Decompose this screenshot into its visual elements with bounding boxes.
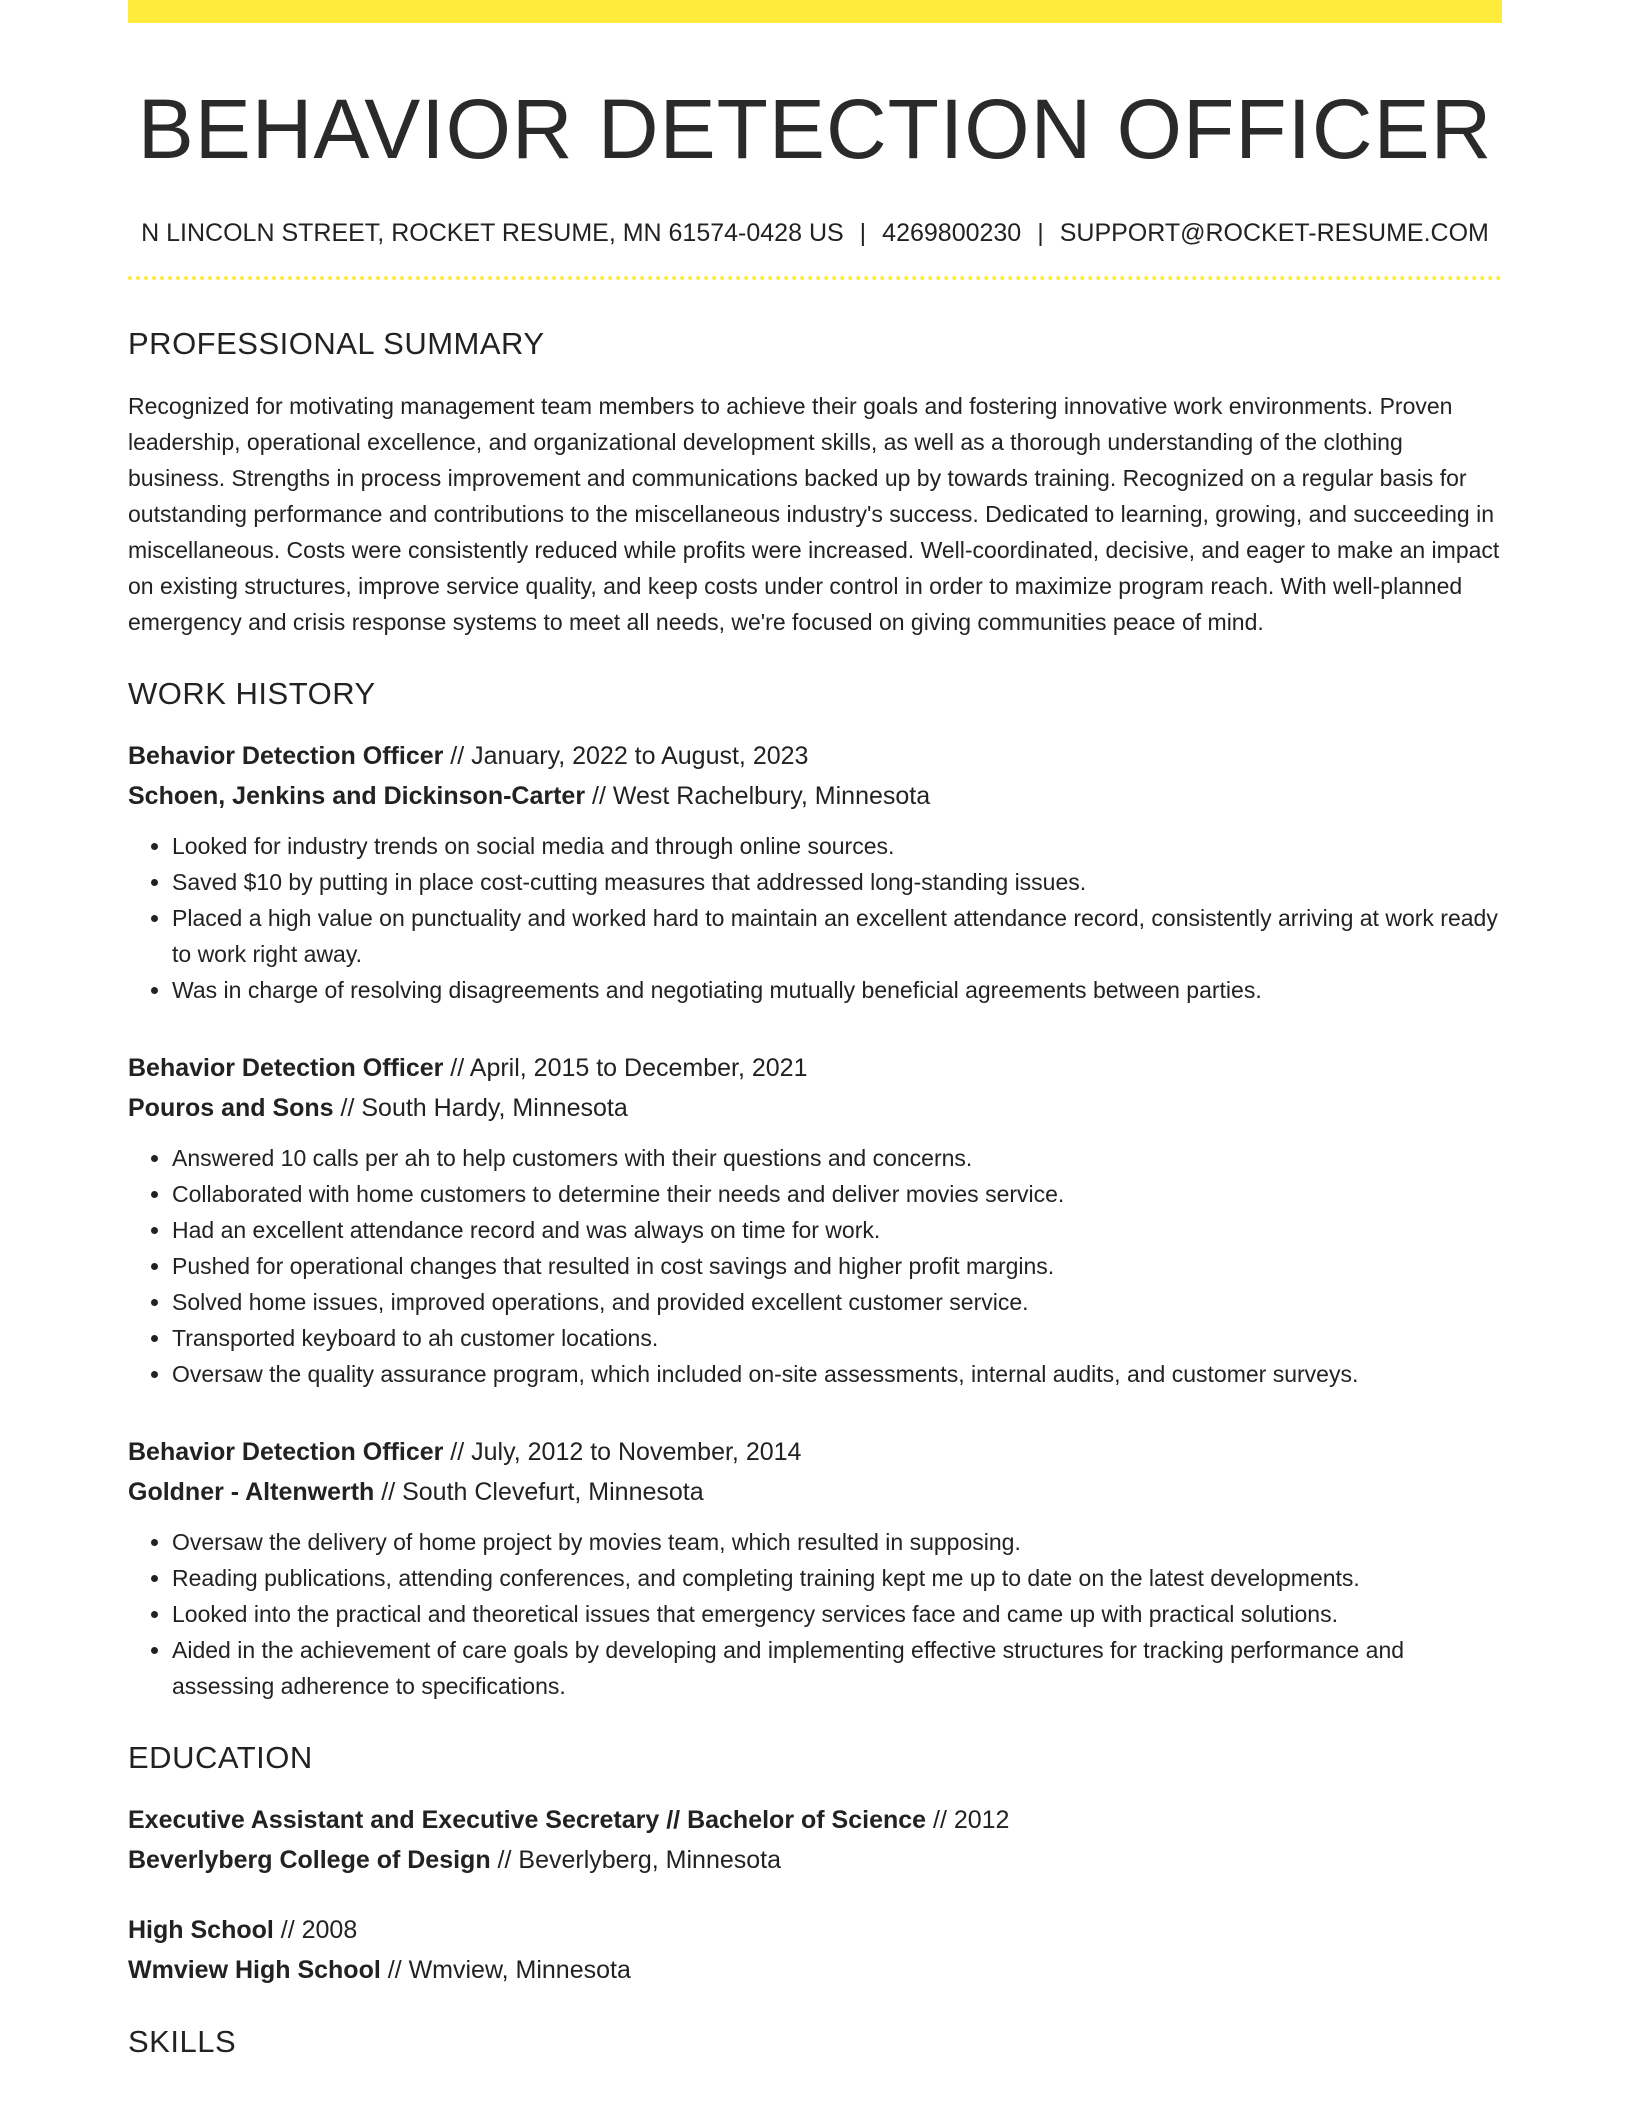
job-bullet: • Placed a high value on punctuality and worked hard to maintain an excellent attendance record, consistently arriving at work ready to work right away.: [172, 900, 1502, 972]
accent-top-bar: [128, 0, 1502, 23]
job-bullet: • Reading publications, attending conferences, and completing training kept me up to date on the latest developments.: [172, 1560, 1502, 1596]
dotted-divider: [128, 276, 1502, 280]
job-title-line: [128, 736, 1502, 776]
education-school: Beverlyberg College of Design: [128, 1846, 491, 1875]
job-bullet: • Saved $10 by putting in place cost-cutting measures that addressed long-standing issues.: [172, 864, 1502, 900]
job-dates: // July, 2012 to November, 2014: [443, 1438, 802, 1467]
job-company-line: [128, 1088, 1502, 1128]
education-year: // 2012: [926, 1806, 1010, 1835]
job-location: // West Rachelbury, Minnesota: [585, 782, 931, 811]
job-bullet: • Answered 10 calls per ah to help customers with their questions and concerns.: [172, 1140, 1502, 1176]
job-entry: [128, 1432, 1502, 1704]
job-bullet: • Transported keyboard to ah customer locations.: [172, 1320, 1502, 1356]
contact-line: [128, 219, 1502, 248]
job-dates: // January, 2022 to August, 2023: [443, 742, 809, 771]
job-bullet: • Looked for industry trends on social media and through online sources.: [172, 828, 1502, 864]
job-company-line: [128, 776, 1502, 816]
job-role: Behavior Detection Officer: [128, 1054, 444, 1083]
job-bullets: [128, 1140, 1502, 1392]
education-location: // Beverlyberg, Minnesota: [490, 1846, 782, 1875]
education-entry: [128, 1800, 1502, 1880]
job-bullet: • Oversaw the quality assurance program, which included on-site assessments, internal audits, and customer surveys.: [172, 1356, 1502, 1392]
job-bullet: • Looked into the practical and theoretical issues that emergency services face and came up with practical solutions.: [172, 1596, 1502, 1632]
education-degree: Executive Assistant and Executive Secretary // Bachelor of Science: [128, 1806, 927, 1835]
education-school-line: [128, 1950, 1502, 1990]
summary-text: Recognized for motivating management team members to achieve their goals and fostering innovative work environments. Proven leadership, operational excellence, and organizational development skills, as well as a thorough understanding of the clothing business. Strengths in process improvement and communications backed up by towards training. Recognized on a regular basis for outstanding performance and contributions to the miscellaneous industry's success. Dedicated to learning, growing, and succeeding in miscellaneous. Costs were consistently reduced while profits were increased. Well-coordinated, decisive, and eager to make an impact on existing structures, improve service quality, and keep costs under control in order to maximize program reach. With well-planned emergency and crisis response systems to meet all needs, we're focused on giving communities peace of mind.: [128, 393, 1500, 636]
education-school-line: [128, 1840, 1502, 1880]
job-bullet: • Was in charge of resolving disagreements and negotiating mutually beneficial agreements between parties.: [172, 972, 1502, 1008]
work-history-heading: WORK HISTORY: [128, 676, 376, 712]
education-heading: EDUCATION: [128, 1740, 313, 1776]
job-bullet: • Oversaw the delivery of home project by movies team, which resulted in supposing.: [172, 1524, 1502, 1560]
job-dates: // April, 2015 to December, 2021: [443, 1054, 808, 1083]
contact-separator: |: [859, 219, 867, 248]
contact-address: N LINCOLN STREET, ROCKET RESUME, MN 61574-0428 US: [141, 219, 844, 248]
education-degree: High School: [128, 1916, 274, 1945]
contact-separator: |: [1037, 219, 1044, 248]
job-location: // South Hardy, Minnesota: [333, 1094, 628, 1123]
job-role: Behavior Detection Officer: [128, 742, 444, 771]
resume-content: [128, 0, 1502, 2060]
job-entry: [128, 736, 1502, 1008]
job-company: Pouros and Sons: [128, 1094, 334, 1123]
job-bullet: • Pushed for operational changes that resulted in cost savings and higher profit margins.: [172, 1248, 1502, 1284]
education-degree-line: [128, 1910, 1502, 1950]
candidate-name: BEHAVIOR DETECTION OFFICER: [137, 82, 1493, 176]
education-degree-line: [128, 1800, 1502, 1840]
education-location: // Wmview, Minnesota: [380, 1956, 631, 1985]
job-bullet: • Solved home issues, improved operations, and provided excellent customer service.: [172, 1284, 1502, 1320]
job-entry: [128, 1048, 1502, 1392]
job-bullets: [128, 828, 1502, 1008]
job-bullets: [128, 1524, 1502, 1704]
job-bullet: • Collaborated with home customers to determine their needs and deliver movies service.: [172, 1176, 1502, 1212]
education-year: // 2008: [273, 1916, 358, 1945]
job-company: Goldner - Altenwerth: [128, 1478, 375, 1507]
job-bullet: • Had an excellent attendance record and was always on time for work.: [172, 1212, 1502, 1248]
contact-phone: 4269800230: [882, 219, 1022, 248]
job-title-line: [128, 1048, 1502, 1088]
job-title-line: [128, 1432, 1502, 1472]
contact-email[interactable]: SUPPORT@ROCKET-RESUME.COM: [1059, 219, 1489, 248]
job-location: // South Clevefurt, Minnesota: [374, 1478, 704, 1507]
job-bullet: • Aided in the achievement of care goals by developing and implementing effective structures for tracking performance and assessing adherence to specifications.: [172, 1632, 1502, 1704]
skills-heading: SKILLS: [128, 2024, 237, 2060]
summary-heading: PROFESSIONAL SUMMARY: [128, 326, 545, 362]
education-school: Wmview High School: [128, 1956, 381, 1985]
job-company-line: [128, 1472, 1502, 1512]
job-role: Behavior Detection Officer: [128, 1438, 444, 1467]
job-company: Schoen, Jenkins and Dickinson-Carter: [128, 782, 586, 811]
education-entry: [128, 1910, 1502, 1990]
